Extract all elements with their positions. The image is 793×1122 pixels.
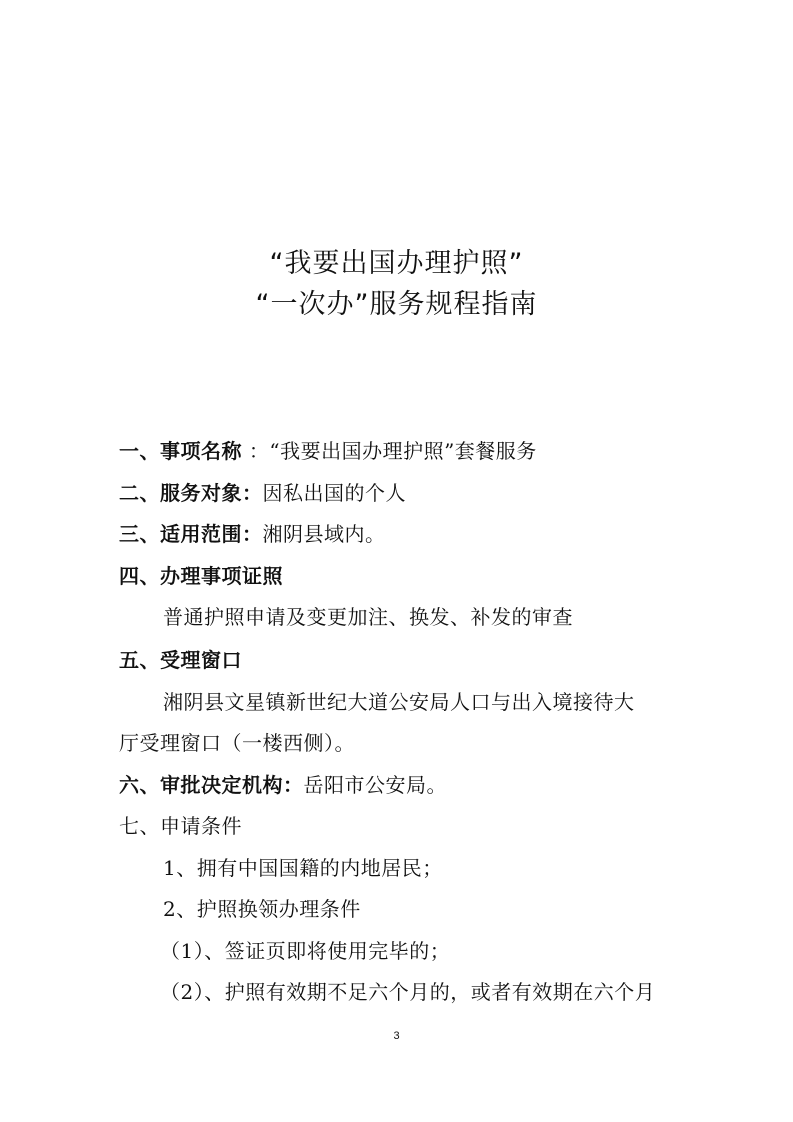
scope-value: 湘阴县域内。 xyxy=(262,522,386,546)
condition-2-1: （1）、签证页即将使用完毕的； xyxy=(160,939,451,963)
item-name-label: 一、事项名称 xyxy=(119,439,242,463)
service-target-row xyxy=(119,480,406,506)
authority-value: 岳阳市公安局。 xyxy=(303,773,447,797)
service-target-label: 二、服务对象： xyxy=(119,481,263,505)
scope-row xyxy=(119,521,386,547)
window-text-line-1: 湘阴县文星镇新世纪大道公安局人口与出入境接待大 xyxy=(163,690,635,714)
authority-label: 六、审批决定机构： xyxy=(119,773,304,797)
condition-2-2: （2）、护照有效期不足六个月的，或者有效期在六个月 xyxy=(160,980,656,1004)
document-title-line-1: “我要出国办理护照” xyxy=(269,248,524,279)
service-target-value: 因私出国的个人 xyxy=(262,481,406,505)
scope-label: 三、适用范围： xyxy=(119,522,263,546)
certificate-heading: 四、办理事项证照 xyxy=(119,564,283,588)
condition-1: 1、拥有中国国籍的内地居民； xyxy=(163,856,443,880)
item-name-row xyxy=(119,438,537,464)
item-name-value: ：“我要出国办理护照”套餐服务 xyxy=(242,439,537,463)
conditions-heading: 七、申请条件 xyxy=(119,814,242,838)
condition-2: 2、护照换领办理条件 xyxy=(163,897,361,921)
page-number: 3 xyxy=(393,1030,400,1042)
window-text-line-2: 厅受理窗口（一楼西侧）。 xyxy=(119,731,355,755)
authority-row xyxy=(119,772,447,798)
window-heading: 五、受理窗口 xyxy=(119,648,242,672)
certificate-text: 普通护照申请及变更加注、换发、补发的审查 xyxy=(163,605,573,629)
document-title-line-2: “一次办”服务规程指南 xyxy=(255,289,538,320)
